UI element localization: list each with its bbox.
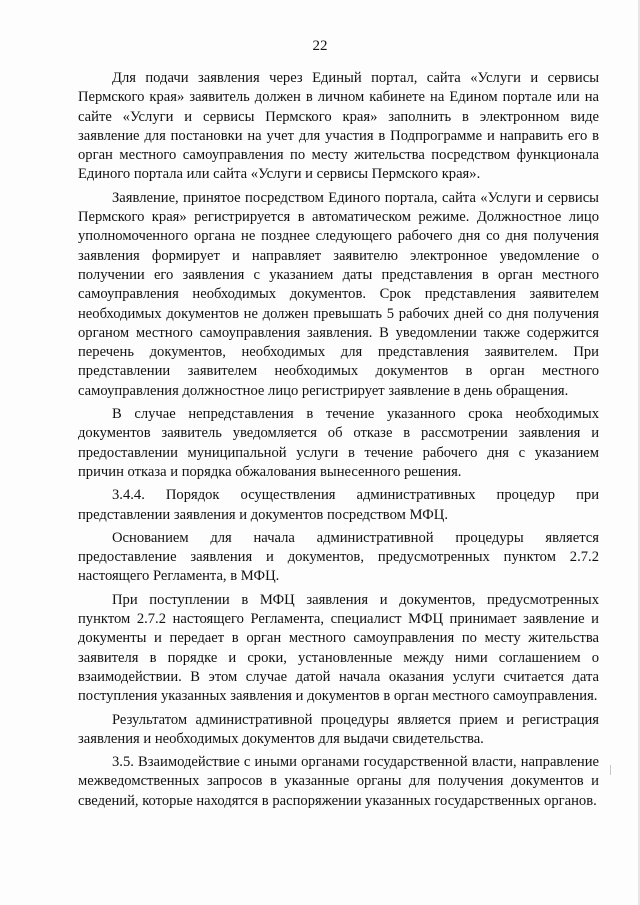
- paragraph-refusal-notice: В случае непредставления в течение указанного срока необходимых документов заявитель уведомляется об отказе в рассмотрении заявления и предоставлении муниципальной услуги в течение рабочего дня с указанием причин отказа и порядка обжалования вынесенного решения.: [78, 406, 599, 480]
- paragraph-mfc-receipt: При поступлении в МФЦ заявления и документов, предусмотренных пунктом 2.7.2 настоящего Регламента, специалист МФЦ принимает заявление и документы и передает в орган местного самоуправления по месту жительства заявителя в порядке и сроки, установленные между ними соглашением о взаимодействии. В этом случае датой начала оказания услуги считается дата поступления указанных заявления и документов в орган местного самоуправления.: [78, 591, 599, 705]
- page-number: 22: [312, 38, 328, 54]
- document-body: [78, 69, 599, 811]
- paragraph-section-3-4-4: 3.4.4. Порядок осуществления административных процедур при представлении заявления и документов посредством МФЦ.: [78, 487, 599, 523]
- paragraph-procedure-basis: Основанием для начала административной процедуры является предоставление заявления и документов, предусмотренных пунктом 2.7.2 настоящего Регламента, в МФЦ.: [78, 529, 599, 585]
- paragraph-automatic-registration: Заявление, принятое посредством Единого портала, сайта «Услуги и сервисы Пермского края» регистрируется в автоматическом режиме. Должностное лицо уполномоченного органа не позднее следующего рабочего дня со дня получения заявления формирует и направляет заявителю электронное уведомление о получении его заявления с указанием даты представления в орган местного самоуправления необходимых документов. Срок представления заявителем необходимых документов не должен превышать 5 рабочих дней со дня получения органом местного самоуправления заявления. В уведомлении также содержится перечень документов, необходимых для представления заявителем. При представлении заявителем необходимых документов в орган местного самоуправления должностное лицо регистрирует заявление в день обращения.: [78, 189, 599, 399]
- paragraph-section-3-5: 3.5. Взаимодействие с иными органами государственной власти, направление межведомственных запросов в указанные органы для получения документов и сведений, которые находятся в распоряжении указанных государственных органов.: [78, 754, 599, 809]
- paragraph-portal-application: Для подачи заявления через Единый портал, сайта «Услуги и сервисы Пермского края» заявитель должен в личном кабинете на Едином портале или на сайте «Услуги и сервисы Пермского края» заполнить в электронном виде заявление для постановки на учет для участия в Подпрограмме и направить его в орган местного самоуправления по месту жительства посредством функционала Единого портала или сайта «Услуги и сервисы Пермского края».: [78, 70, 599, 183]
- paragraph-procedure-result: Результатом административной процедуры является прием и регистрация заявления и необходимых документов для выдачи свидетельства.: [78, 711, 599, 747]
- scan-artifact-mark: [610, 765, 611, 775]
